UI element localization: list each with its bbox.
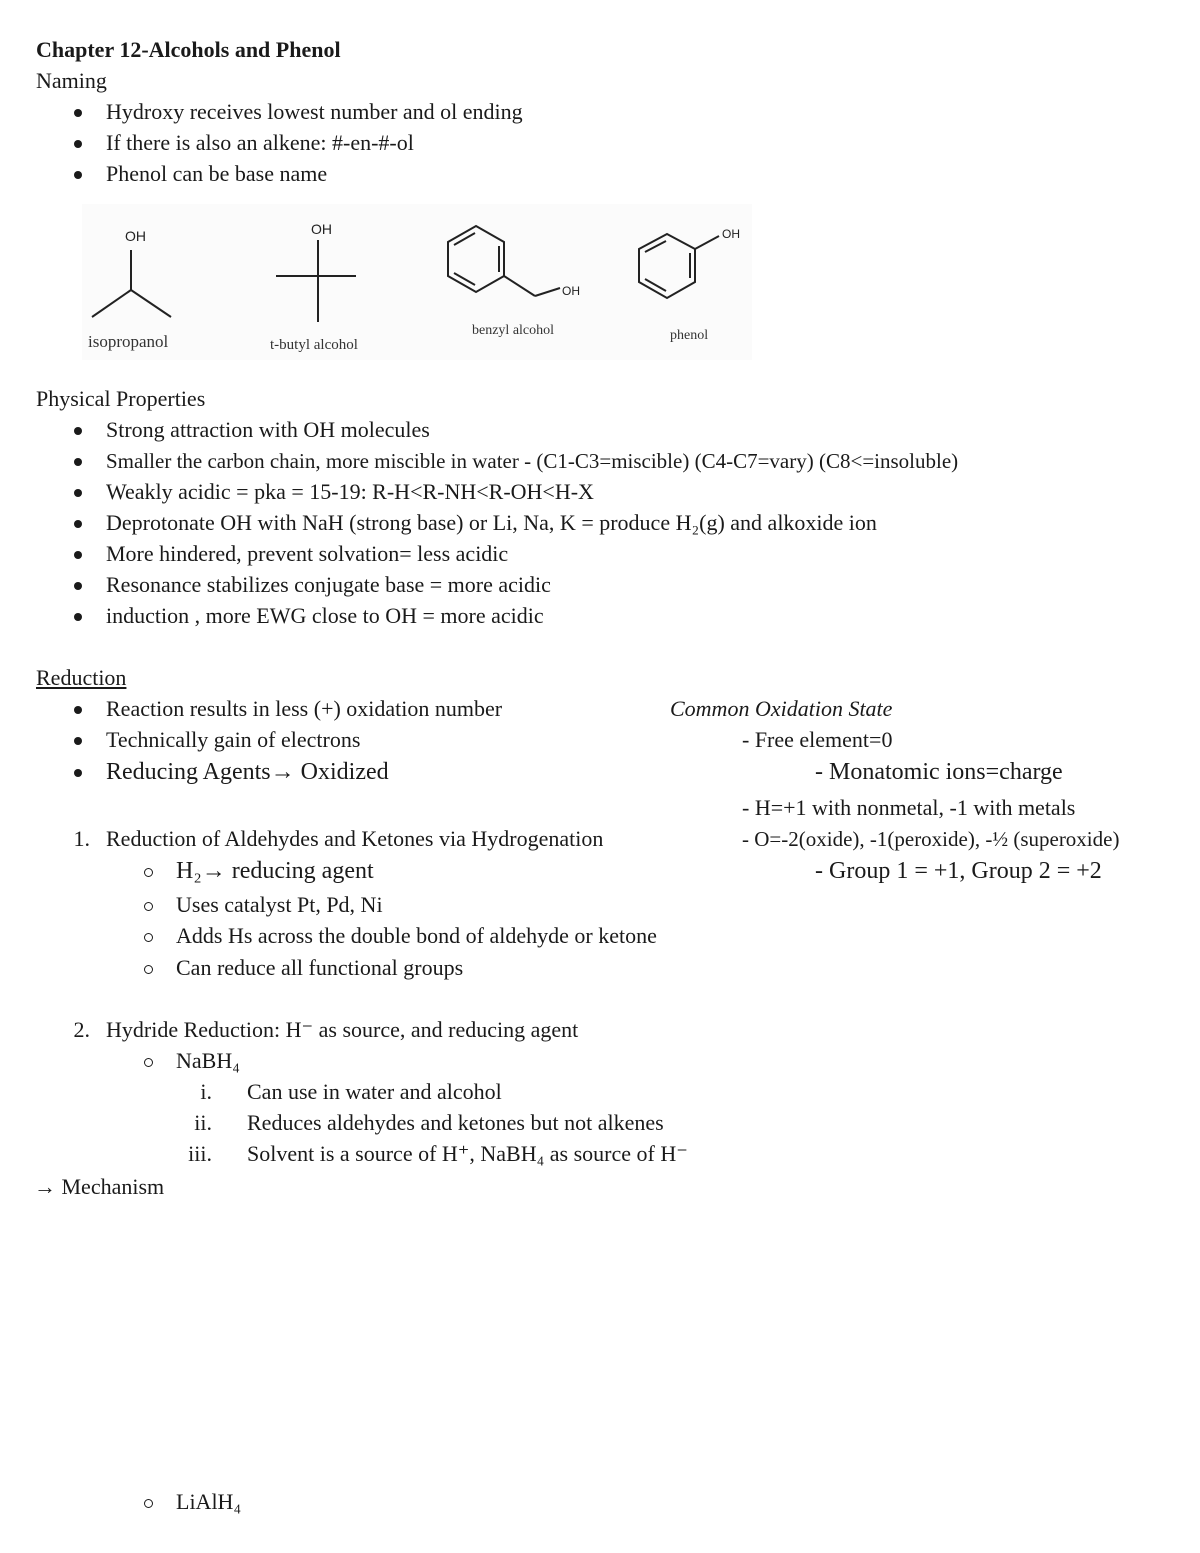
bullet-icon	[74, 458, 82, 466]
reduction-heading: Reduction	[36, 665, 127, 690]
item1-sub: Can reduce all functional groups	[176, 955, 464, 980]
oxidation-state-line: - Monatomic ions=charge	[815, 759, 1063, 785]
sub-bullet-icon	[144, 868, 153, 877]
roman-number: i.	[200, 1079, 212, 1104]
roman-number: ii.	[194, 1110, 212, 1135]
physical-bullet: Smaller the carbon chain, more miscible in water - (C1-C3=miscible) (C4-C7=vary) (C8<=insoluble)	[106, 449, 959, 473]
physical-bullet: induction , more EWG close to OH = more acidic	[106, 603, 544, 628]
bullet-icon	[74, 769, 82, 777]
bullet-icon	[74, 737, 82, 745]
oxidation-state-line: - Group 1 = +1, Group 2 = +2	[815, 858, 1102, 884]
benzyl-label: benzyl alcohol	[472, 323, 555, 338]
bullet-icon	[74, 171, 82, 179]
physical-bullet: Resonance stabilizes conjugate base = more acidic	[106, 572, 551, 597]
item2-text: Hydride Reduction: H⁻ as source, and reducing agent	[106, 1017, 579, 1042]
naming-bullet: Hydroxy receives lowest number and ol ending	[106, 99, 523, 124]
item2-sub: NaBH₄	[176, 1048, 240, 1073]
sub-bullet-icon	[144, 902, 153, 911]
item1-text: Reduction of Aldehydes and Ketones via Hydrogenation	[106, 826, 604, 851]
bullet-icon	[74, 706, 82, 714]
item1-sub: Adds Hs across the double bond of aldehyde or ketone	[176, 923, 657, 948]
chapter-title: Chapter 12-Alcohols and Phenol	[36, 37, 341, 62]
item1-sub: H₂→ reducing agent	[176, 858, 374, 884]
reduction-bullet: Reducing Agents→ Oxidized	[106, 759, 389, 785]
bullet-icon	[74, 551, 82, 559]
bullet-icon	[74, 140, 82, 148]
phenol-label: phenol	[670, 328, 709, 343]
bullet-icon	[74, 109, 82, 117]
alcohol-structures-figure	[82, 204, 752, 360]
bullet-icon	[74, 613, 82, 621]
oxidation-state-line: - O=-2(oxide), -1(peroxide), -½ (superoxide)	[742, 827, 1120, 851]
sub-bullet-icon	[144, 1499, 153, 1508]
mechanism-label: → Mechanism	[34, 1174, 165, 1199]
roman-item: Reduces aldehydes and ketones but not alkenes	[247, 1110, 664, 1135]
oh-label: OH	[311, 221, 332, 237]
sub-bullet-icon	[144, 1058, 153, 1067]
t-butyl-label: t-butyl alcohol	[270, 337, 358, 353]
naming-bullet: Phenol can be base name	[106, 161, 328, 186]
oh-label: OH	[125, 228, 146, 244]
oxidation-state-line: - Free element=0	[742, 727, 893, 752]
roman-item: Can use in water and alcohol	[247, 1079, 502, 1104]
list-number: 1.	[73, 826, 90, 851]
bullet-icon	[74, 489, 82, 497]
oh-label: OH	[722, 227, 740, 241]
reduction-bullet: Reaction results in less (+) oxidation number	[106, 696, 503, 721]
bullet-icon	[74, 520, 82, 528]
physical-bullet: More hindered, prevent solvation= less acidic	[106, 541, 509, 566]
oh-label: OH	[562, 284, 580, 298]
structures-drawing	[82, 204, 752, 360]
naming-heading: Naming	[36, 68, 107, 93]
oxidation-state-line: - H=+1 with nonmetal, -1 with metals	[742, 795, 1076, 820]
oxidation-state-heading: Common Oxidation State	[670, 696, 893, 721]
bullet-icon	[74, 582, 82, 590]
list-number: 2.	[73, 1017, 90, 1042]
sub-bullet-icon	[144, 933, 153, 942]
item1-sub: Uses catalyst Pt, Pd, Ni	[176, 892, 383, 917]
roman-item: Solvent is a source of H⁺, NaBH₄ as source of H⁻	[247, 1141, 688, 1166]
physical-bullet: Deprotonate OH with NaH (strong base) or Li, Na, K = produce H₂(g) and alkoxide ion	[106, 510, 877, 535]
isopropanol-label: isopropanol	[88, 332, 169, 351]
bullet-icon	[74, 427, 82, 435]
naming-bullet: If there is also an alkene: #-en-#-ol	[106, 130, 414, 155]
sub-bullet-icon	[144, 965, 153, 974]
physical-bullet: Weakly acidic = pka = 15-19: R-H<R-NH<R-OH<H-X	[106, 479, 594, 504]
physical-heading: Physical Properties	[36, 386, 206, 411]
lialh4-item: LiAlH₄	[176, 1489, 242, 1514]
physical-bullet: Strong attraction with OH molecules	[106, 417, 430, 442]
roman-number: iii.	[188, 1141, 212, 1166]
reduction-bullet: Technically gain of electrons	[106, 727, 361, 752]
